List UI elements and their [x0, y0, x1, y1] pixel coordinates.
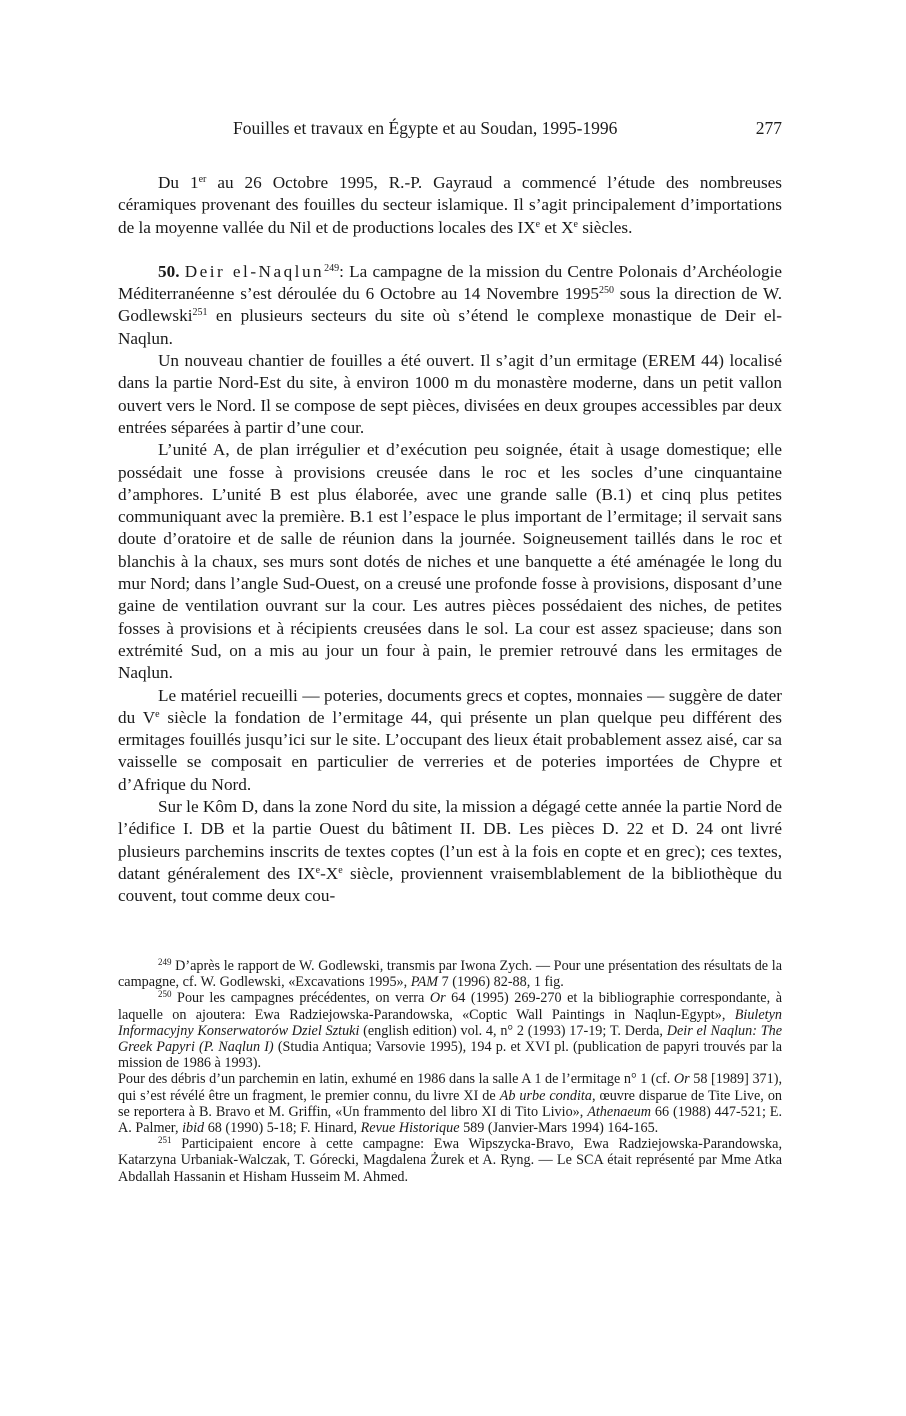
page-number: 277 [755, 118, 782, 138]
footnote-249: $^{249}$ D’après le rapport de W. Godlewski, transmis par Iwona Zych. — Pour une présentation des résultats de la campagne, cf. W. Godlewski, «Excavations 1995», PAM 7 (1996) 82-88, 1 fig. [118, 957, 782, 991]
footnote-ref-249: 249 [324, 262, 340, 274]
paragraph-gayraud: Du 1er au 26 Octobre 1995, R.-P. Gayraud a commencé l’étude des nombreuses céramiques provenant des fouilles du secteur islamique. Il s’agit principalement d’importations de la moyenne vallée du Nil et de productions locales des IXe et Xe siècles. [118, 173, 782, 237]
footnote-ref-250: 250 [598, 285, 614, 297]
footnotes [118, 958, 782, 1185]
paragraph-ermitage: Un nouveau chantier de fouilles a été ouvert. Il s’agit d’un ermitage (EREM 44) localisé dans la partie Nord-Est du site, à environ 1000 m du monastère moderne, dans un petit vallon ouvert vers le Nord. Il se compose de sept pièces, divisées en deux groupes accessibles par deux entrées séparées à partir d’une cour. [118, 351, 782, 437]
footnote-251: $^{251}$ Participaient encore à cette campagne: Ewa Wipszycka-Bravo, Ewa Radziejowska-Parandowska, Katarzyna Urbaniak-Walczak, T. Górecki, Magdalena Żurek et A. Ryng. — Le SCA était représenté par Mme Atka Abdallah Hassanin et Hisham Husseim M. Ahmed. [118, 1135, 782, 1185]
paragraph-materiel: Le matériel recueilli — poteries, documents grecs et coptes, monnaies — suggère de dater du Ve siècle la fondation de l’ermitage 44, qui présente un plan quelque peu différent des ermitages fouillés jusqu’ici sur le site. L’occupant des lieux était probablement assez aisé, car sa vaisselle se composait en particulier de verreries et de poteries importées de Chypre et d’Afrique du Nord. [118, 685, 782, 794]
paragraph-kom-d: Sur le Kôm D, dans la zone Nord du site, la mission a dégagé cette année la partie Nord de l’édifice I. DB et la partie Ouest du bâtiment II. DB. Les pièces D. 22 et D. 24 ont livré plusieurs parchemins inscrits de textes coptes (l’un est à la fois en copte et en grec); ces textes, datant généralement des IXe-Xe siècle, proviennent vraisemblablement de la bibliothèque du couvent, tout comme deux cou- [118, 797, 782, 906]
section-number: 50. [158, 261, 180, 281]
site-name: Deir el-Naqlun [184, 261, 325, 281]
footnote-250: $^{250}$ Pour les campagnes précédentes, on verra Or 64 (1995) 269-270 et la bibliographie correspondante, à laquelle on ajoutera: Ewa Radziejowska-Parandowska, «Coptic Wall Paintings in Naqlun-Egypt», Biuletyn Informacyjny Konserwatorów Dziel Sztuki (english edition) vol. 4, n° 2 (1993) 17-19; T. Derda, Deir el Naqlun: The Greek Papyri (P. Naqlun I) (Studia Antiqua; Varsovie 1995), 194 p. et XVI pl. (publication de papyri trouvés par la mission de 1986 à 1993). [118, 989, 782, 1072]
main-text [118, 172, 782, 908]
paragraph-unite-a: L’unité A, de plan irrégulier et d’exécution peu soignée, était à usage domestique; elle possédait une fosse à provisions creusée dans le roc et les socles d’une cinquantaine d’amphores. L’unité B est plus élaborée, avec une grande salle (B.1) et cinq plus petites communiquant avec la première. B.1 est l’espace le plus important de l’ermitage; il servait sans doute d’oratoire et de salle de réunion dans la journée. Soigneusement taillés dans le roc et blanchis à la chaux, ses murs sont dotés de niches et une banquette a été aménagée le long du mur Nord; dans l’angle Sud-Ouest, on a creusé une profonde fosse à provisions, disposant d’une gaine de ventilation ouvrant sur la cour. Les autres pièces possédaient des niches, de petites fosses à provisions et à récipients creusées dans le sol. La cour est assez spacieuse; dans son extrémité Sud, on a mis au jour un four à pain, le premier retrouvé dans les ermitages de Naqlun. [118, 440, 782, 683]
paragraph-deir-el-naqlun: 50. Deir el-Naqlun$^{249}$: La campagne de la mission du Centre Polonais d’Archéologie Méditerranéenne s’est déroulée du 6 Octobre au 14 Novembre 1995$^{250}$ sous la direction de W. Godlewski$^{251}$ en plusieurs secteurs du site où s’étend le complexe monastique de Deir el-Naqlun. [118, 261, 783, 348]
footnote-ref-251: 251 [192, 307, 208, 319]
footnote-250-continued: Pour des débris d’un parchemin en latin, exhumé en 1986 dans la salle A 1 de l’ermitage n° 1 (cf. Or 58 [1989] 371), qui s’est révélé être un fragment, le premier connu, du livre XI de Ab urbe condita, œuvre disparue de Tite Live, on se reportera à B. Bravo et M. Griffin, «Un frammento del libro XI di Tito Livio», Athenaeum 66 (1988) 447-521; E. A. Palmer, ibid 68 (1990) 5-18; F. Hinard, Revue Historique 589 (Janvier-Mars 1994) 164-165. [118, 1071, 783, 1137]
running-title: Fouilles et travaux en Égypte et au Soudan, 1995-1996 [233, 118, 618, 138]
